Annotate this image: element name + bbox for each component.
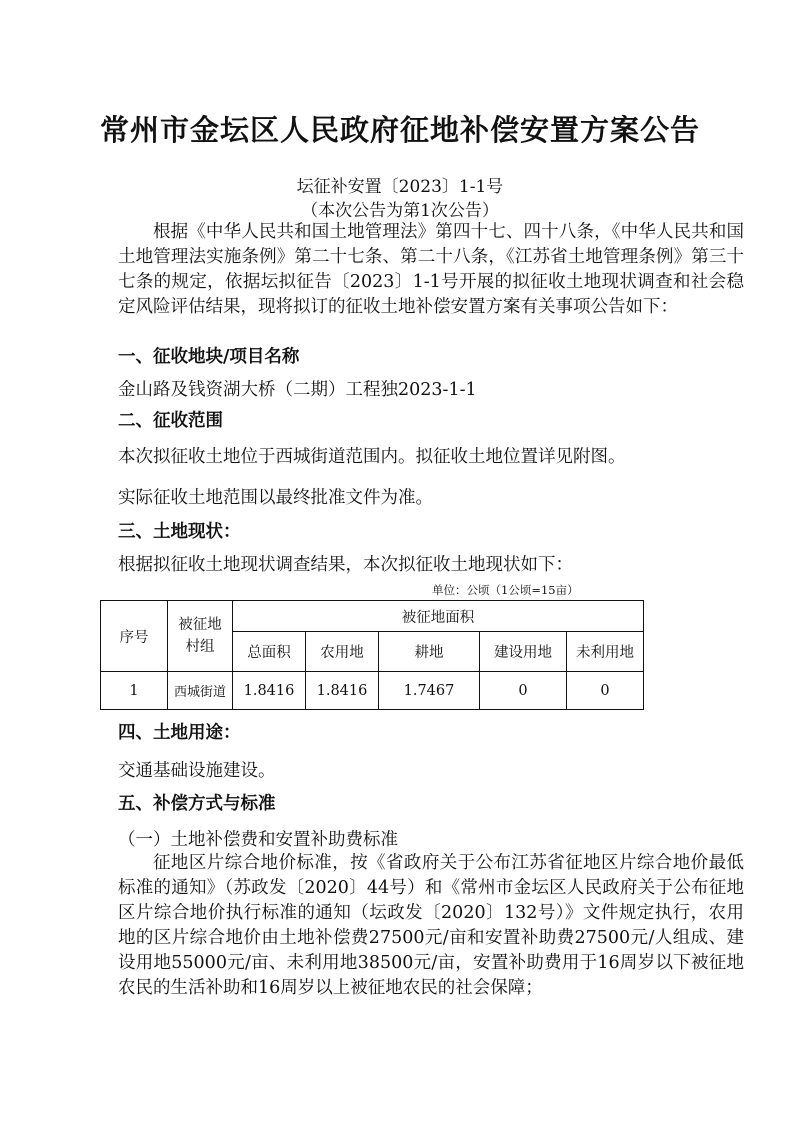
- section-3-heading: 三、土地现状：: [118, 522, 241, 542]
- table-cell-total: 1.8416: [233, 672, 306, 710]
- section-5-subheading: （一）土地补偿费和安置补助费标准: [118, 830, 398, 850]
- section-1-heading: 一、征收地块/项目名称: [118, 347, 300, 367]
- table-subheader-unused: 未利用地: [567, 632, 644, 672]
- intro-paragraph: 根据《中华人民共和国土地管理法》第四十七、四十八条，《中华人民共和国土地管理法实施条例》第二十七条、第二十八条，《江苏省土地管理条例》第三十七条的规定，依据坛拟征告〔2023〕1-1号开展的拟征收土地现状调查和社会稳定风险评估结果，现将拟订的征收土地补偿安置方案有关事项公告如下：: [118, 222, 744, 317]
- table-subheader-agricultural: 农用地: [306, 632, 379, 672]
- table-row: [101, 672, 644, 710]
- page-title: 常州市金坛区人民政府征地补偿安置方案公告: [99, 113, 700, 147]
- section-1-text: 金山路及钱资湖大桥（二期）工程独2023-1-1: [118, 380, 477, 400]
- table-subheader-cultivated: 耕地: [379, 632, 480, 672]
- section-4-heading: 四、土地用途：: [118, 723, 241, 743]
- table-header-seq: 序号: [101, 601, 168, 672]
- section-5-heading: 五、补偿方式与标准: [118, 794, 276, 814]
- table-header-village: [168, 601, 233, 672]
- section-5-paragraph: 征地区片综合地价标准，按《省政府关于公布江苏省征地区片综合地价最低标准的通知》（苏政发〔2020〕44号）和《常州市金坛区人民政府关于公布征地区片综合地价执行标准的通知（坛政发〔2020〕132号）》文件规定执行，农用地的区片综合地价由土地补偿费27500元/亩和安置补助费27500元/人组成、建设用地55000元/亩、未利用地38500元/亩，安置补助费用于16周岁以下被征地农民的生活补助和16周岁以上被征地农民的社会保障；: [118, 853, 744, 998]
- section-3-text: 根据拟征收土地现状调查结果，本次拟征收土地现状如下：: [118, 555, 573, 575]
- table-cell-construction: 0: [480, 672, 567, 710]
- table-cell-seq: 1: [101, 672, 168, 710]
- document-number: 坛征补安置〔2023〕1-1号: [296, 177, 504, 197]
- table-subheader-construction: 建设用地: [480, 632, 567, 672]
- table-header-village-label: 被征地村组: [178, 617, 222, 655]
- table-unit-note: 单位：公顷（1公顷=15亩）: [432, 583, 579, 597]
- section-2-text-2: 实际征收土地范围以最终批准文件为准。: [118, 488, 433, 508]
- land-status-table: [100, 600, 644, 710]
- table-header-area-group: 被征地面积: [233, 601, 644, 632]
- section-2-heading: 二、征收范围: [118, 411, 223, 431]
- announcement-note: （本次公告为第1次公告）: [301, 201, 499, 221]
- table-cell-village: 西城街道: [168, 672, 233, 710]
- table-cell-unused: 0: [567, 672, 644, 710]
- section-4-text: 交通基础设施建设。: [118, 761, 276, 781]
- table-cell-agricultural: 1.8416: [306, 672, 379, 710]
- table-cell-cultivated: 1.7467: [379, 672, 480, 710]
- table-subheader-total: 总面积: [233, 632, 306, 672]
- section-2-text-1: 本次拟征收土地位于西城街道范围内。拟征收土地位置详见附图。: [118, 447, 626, 467]
